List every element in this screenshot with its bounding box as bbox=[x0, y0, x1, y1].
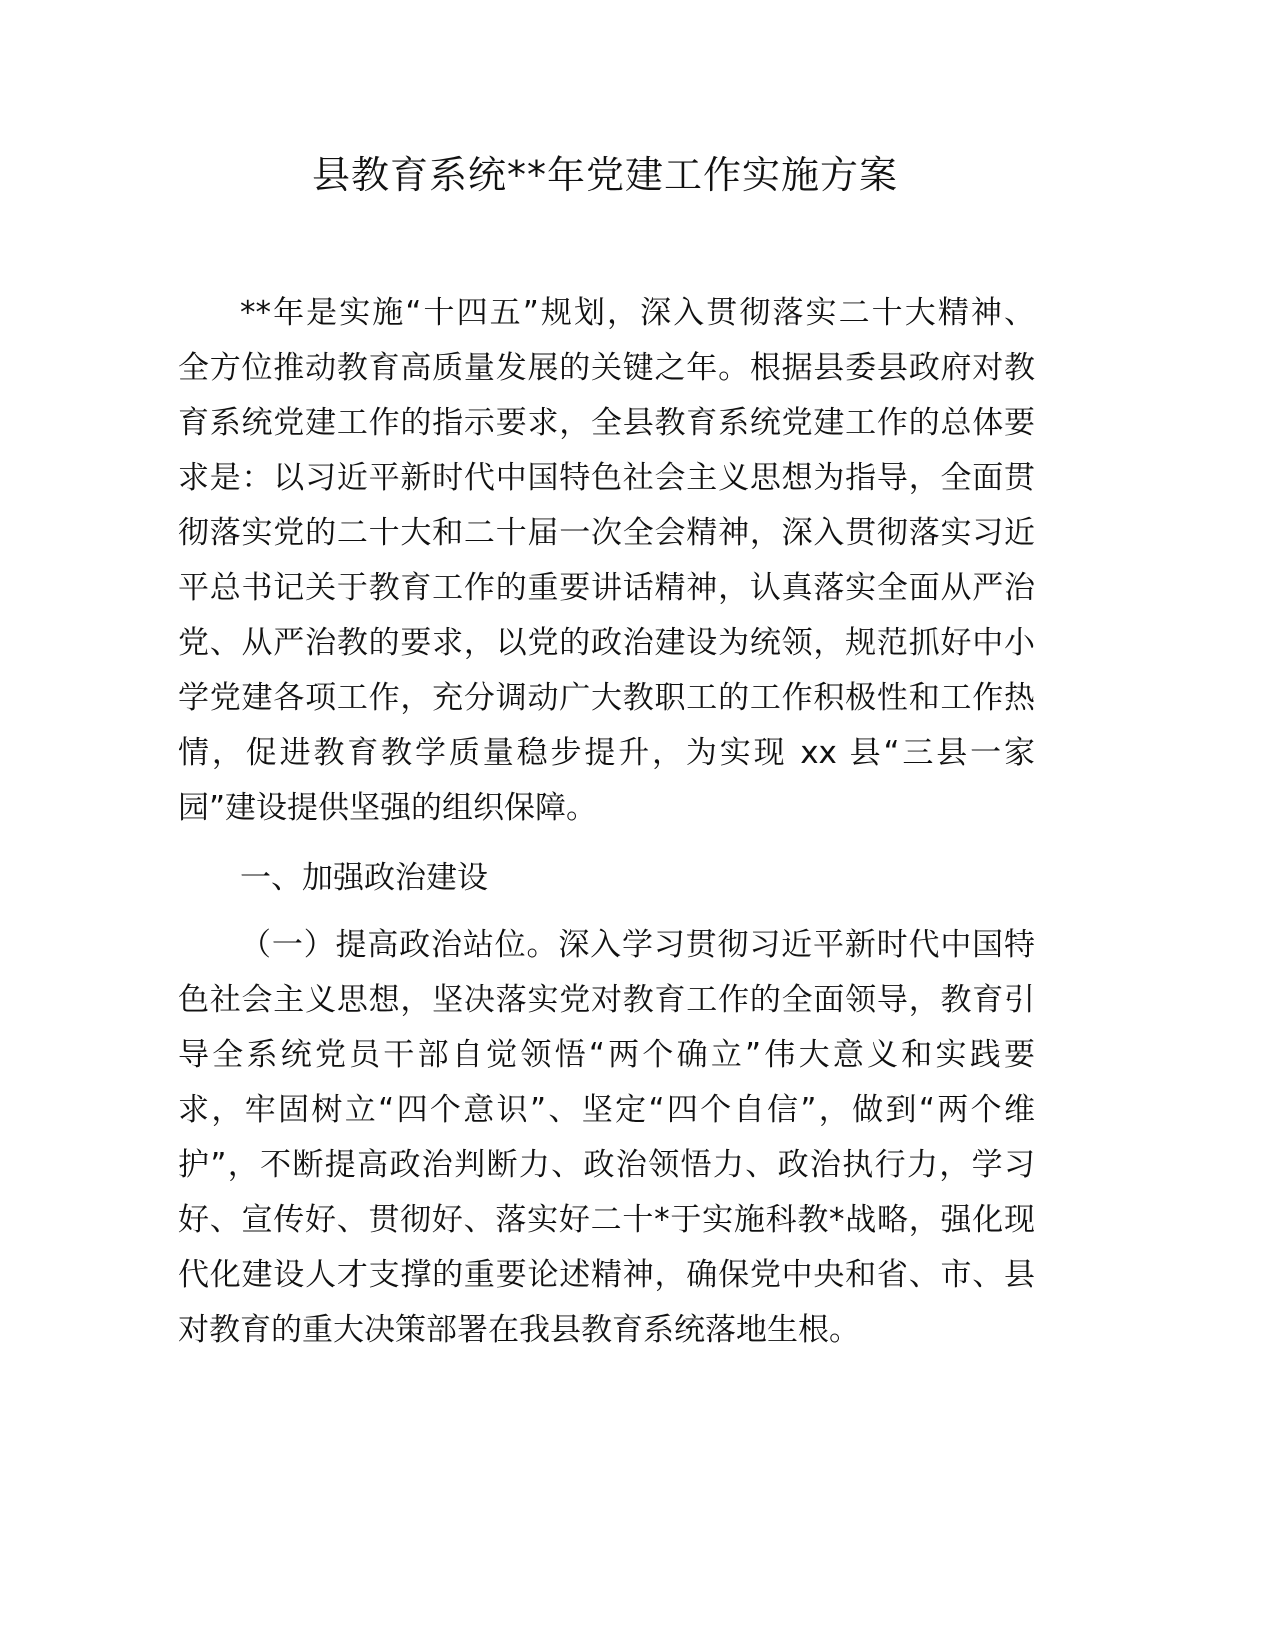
paragraph-line: 好、宣传好、贯彻好、落实好二十*于实施科教*战略，强化现 bbox=[178, 1202, 1035, 1238]
paragraph-line: 全方位推动教育高质量发展的关键之年。根据县委县政府对教 bbox=[178, 350, 1035, 386]
paragraph-line: 色社会主义思想，坚决落实党对教育工作的全面领导，教育引 bbox=[178, 982, 1035, 1018]
paragraph-line: **年是实施“十四五”规划，深入贯彻落实二十大精神、 bbox=[240, 295, 1035, 331]
paragraph-line: 育系统党建工作的指示要求，全县教育系统党建工作的总体要 bbox=[178, 405, 1035, 441]
paragraph-line: 彻落实党的二十大和二十届一次全会精神，深入贯彻落实习近 bbox=[178, 515, 1035, 551]
paragraph-line: 对教育的重大决策部署在我县教育系统落地生根。 bbox=[178, 1312, 860, 1348]
paragraph-line: 党、从严治教的要求，以党的政治建设为统领，规范抓好中小 bbox=[178, 625, 1035, 661]
paragraph-line: 情，促进教育教学质量稳步提升，为实现 xx 县“三县一家 bbox=[178, 735, 1035, 771]
paragraph-line: （一）提高政治站位。深入学习贯彻习近平新时代中国特 bbox=[240, 927, 1035, 963]
section-heading-text: 一、加强政治建设 bbox=[240, 860, 488, 896]
paragraph-line: 求是：以习近平新时代中国特色社会主义思想为指导，全面贯 bbox=[178, 460, 1035, 496]
document-title: 县教育系统**年党建工作实施方案 bbox=[311, 153, 898, 197]
paragraph-line: 护”，不断提高政治判断力、政治领悟力、政治执行力，学习 bbox=[178, 1147, 1035, 1183]
intro-paragraph bbox=[178, 286, 1035, 836]
section-paragraph bbox=[178, 918, 1035, 1358]
paragraph-line: 导全系统党员干部自觉领悟“两个确立”伟大意义和实践要 bbox=[178, 1037, 1035, 1073]
paragraph-line: 平总书记关于教育工作的重要讲话精神，认真落实全面从严治 bbox=[178, 570, 1035, 606]
paragraph-line: 学党建各项工作，充分调动广大教职工的工作积极性和工作热 bbox=[178, 680, 1035, 716]
paragraph-line: 求，牢固树立“四个意识”、坚定“四个自信”，做到“两个维 bbox=[178, 1092, 1035, 1128]
paragraph-line: 代化建设人才支撑的重要论述精神，确保党中央和省、市、县 bbox=[178, 1257, 1035, 1293]
section-heading bbox=[178, 851, 1035, 906]
paragraph-line: 园”建设提供坚强的组织保障。 bbox=[178, 790, 598, 826]
